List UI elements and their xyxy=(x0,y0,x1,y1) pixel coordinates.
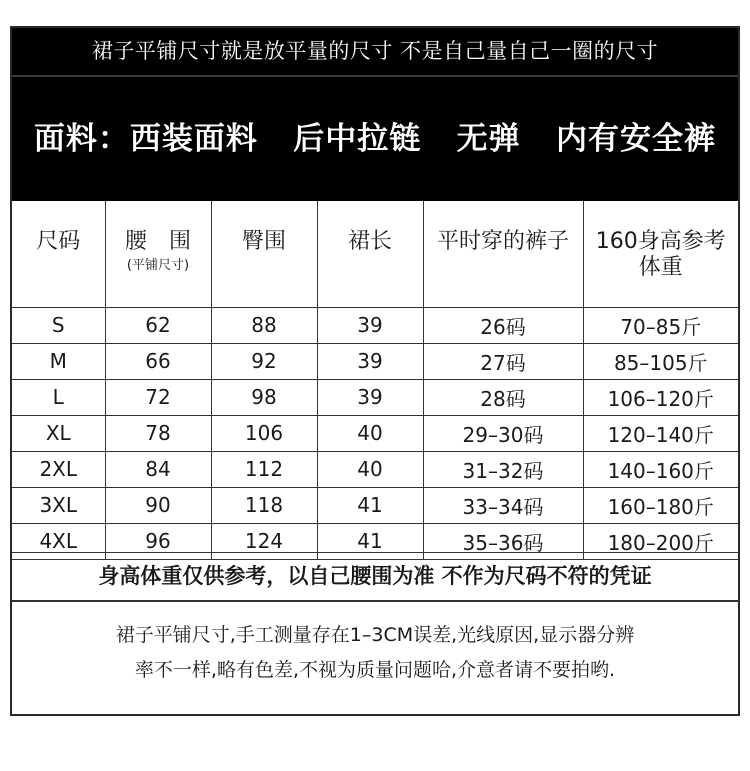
header-waist xyxy=(105,201,211,307)
cell-weight: 85–105斤 xyxy=(583,343,738,379)
header-hip-label: 臀围 xyxy=(241,229,286,254)
header-length xyxy=(317,201,423,307)
cell-waist: 78 xyxy=(105,415,211,451)
header-size-label: 尺码 xyxy=(36,229,81,254)
cell-length: 39 xyxy=(317,307,423,343)
header-weight-label-line2: 体重 xyxy=(638,255,683,280)
table-row xyxy=(12,307,738,343)
cell-weight: 120–140斤 xyxy=(583,415,738,451)
cell-waist: 62 xyxy=(105,307,211,343)
header-length-label: 裙长 xyxy=(347,229,392,254)
cell-pants-size: 33–34码 xyxy=(423,487,583,523)
cell-waist: 90 xyxy=(105,487,211,523)
cell-size: S xyxy=(12,307,105,343)
cell-hip: 88 xyxy=(211,307,317,343)
cell-pants-size: 29–30码 xyxy=(423,415,583,451)
table-row xyxy=(12,487,738,523)
cell-size: 4XL xyxy=(12,523,105,559)
header-waist-sub: (平铺尺寸) xyxy=(126,258,190,273)
cell-hip: 112 xyxy=(211,451,317,487)
cell-size: 2XL xyxy=(12,451,105,487)
cell-hip: 106 xyxy=(211,415,317,451)
cell-size: L xyxy=(12,379,105,415)
table-row xyxy=(12,343,738,379)
measurement-note-banner xyxy=(12,28,738,75)
cell-pants-size: 27码 xyxy=(423,343,583,379)
reference-notice xyxy=(12,552,738,602)
cell-size: 3XL xyxy=(12,487,105,523)
cell-hip: 118 xyxy=(211,487,317,523)
cell-pants-size: 26码 xyxy=(423,307,583,343)
cell-waist: 66 xyxy=(105,343,211,379)
table-row xyxy=(12,379,738,415)
header-waist-label: 腰 围 xyxy=(124,229,191,254)
fabric-info-text: 面料：西装面料 后中拉链 无弹 内有安全裤 xyxy=(33,121,717,157)
reference-notice-text: 身高体重仅供参考，以自己腰围为准 不作为尺码不符的凭证 xyxy=(98,564,652,588)
cell-hip: 98 xyxy=(211,379,317,415)
cell-hip: 124 xyxy=(211,523,317,559)
header-pants-size-label: 平时穿的裤子 xyxy=(436,229,569,254)
cell-length: 39 xyxy=(317,343,423,379)
cell-length: 39 xyxy=(317,379,423,415)
cell-pants-size: 35–36码 xyxy=(423,523,583,559)
cell-weight: 70–85斤 xyxy=(583,307,738,343)
header-hip xyxy=(211,201,317,307)
cell-weight: 180–200斤 xyxy=(583,523,738,559)
measurement-disclaimer xyxy=(12,618,738,688)
header-weight-label: 160身高参考 xyxy=(595,229,726,254)
fabric-info-banner xyxy=(12,77,738,201)
cell-waist: 96 xyxy=(105,523,211,559)
disclaimer-line-2: 率不一样,略有色差,不视为质量问题哈,介意者请不要拍哟. xyxy=(134,659,616,681)
cell-length: 40 xyxy=(317,415,423,451)
size-table-header-row xyxy=(12,201,738,307)
table-row xyxy=(12,451,738,487)
size-chart-sheet xyxy=(10,26,740,716)
cell-weight: 106–120斤 xyxy=(583,379,738,415)
cell-waist: 84 xyxy=(105,451,211,487)
header-pants-size xyxy=(423,201,583,307)
cell-length: 41 xyxy=(317,487,423,523)
header-weight xyxy=(583,201,738,307)
table-row xyxy=(12,415,738,451)
disclaimer-line-1: 裙子平铺尺寸,手工测量存在1–3CM误差,光线原因,显示器分辨 xyxy=(115,624,635,646)
cell-weight: 160–180斤 xyxy=(583,487,738,523)
cell-length: 40 xyxy=(317,451,423,487)
cell-pants-size: 28码 xyxy=(423,379,583,415)
cell-size: M xyxy=(12,343,105,379)
size-table xyxy=(12,201,738,560)
measurement-note-text: 裙子平铺尺寸就是放平量的尺寸 不是自己量自己一圈的尺寸 xyxy=(91,39,659,63)
cell-size: XL xyxy=(12,415,105,451)
cell-pants-size: 31–32码 xyxy=(423,451,583,487)
header-size xyxy=(12,201,105,307)
cell-waist: 72 xyxy=(105,379,211,415)
cell-hip: 92 xyxy=(211,343,317,379)
cell-length: 41 xyxy=(317,523,423,559)
cell-weight: 140–160斤 xyxy=(583,451,738,487)
